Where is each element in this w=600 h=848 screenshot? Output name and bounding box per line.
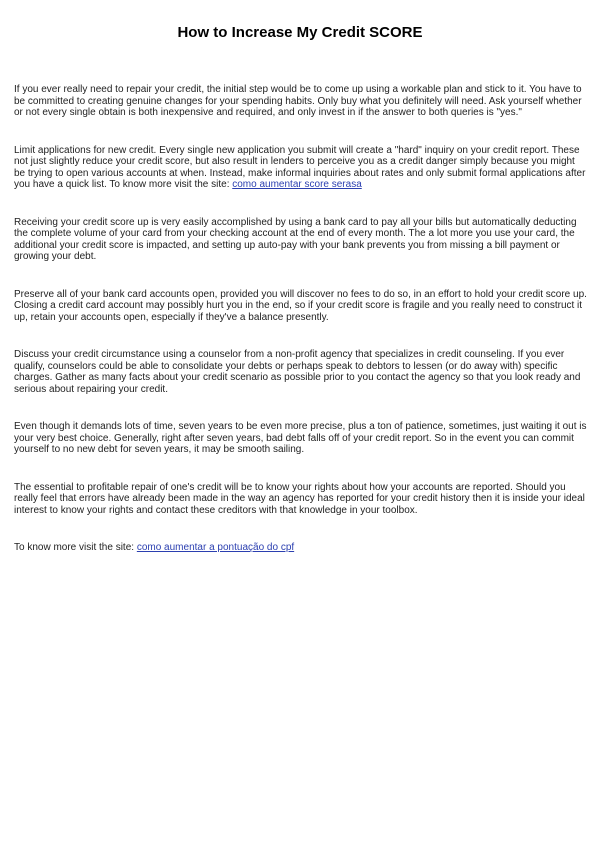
paragraph-know-rights [14,482,588,517]
paragraph-text: To know more visit the site: [14,542,137,553]
paragraph-text: Receiving your credit score up is very easily accomplished by using a bank card to pay all your bills but automatically deducting the complete volume of your card from your checking account at the end of every month. The a lot more you use your card, the additional your credit score is impacted, and setting up auto-pay with your bank prevents you from missing a bill payment or growing your debt. [14,216,577,262]
paragraph-seven-years [14,421,588,456]
document-title: How to Increase My Credit SCORE [177,24,423,41]
paragraph-text: The essential to profitable repair of one's credit will be to know your rights about how your accounts are reported. Should you really feel that errors have already been made in the way an agency has reported for your credit history then it is inside your ideal interest to know your rights and contact these creditors with that knowledge in your toolbox. [14,481,585,516]
paragraph-visit-site [14,542,588,554]
paragraph-keep-accounts-open [14,289,588,324]
paragraph-credit-counselor [14,349,588,395]
paragraph-text: Limit applications for new credit. Every single new application you submit will create a "hard" inquiry on your credit report. These not just slightly reduce your credit score, but also result in lenders to perceive you as a credit danger simply because you might be trying to open various accounts at when. Instead, make informal inquiries about rates and only submit formal applications after you have a quick list. To know more visit the site: [14,144,586,190]
paragraph-text: Even though it demands lots of time, seven years to be even more precise, plus a ton of patience, sometimes, just waiting it out is your very best choice. Generally, right after seven years, bad debt falls off of your credit report. So in the event you can commit yourself to no new debt for seven years, it may be smooth sailing. [14,421,587,455]
paragraph-text: Discuss your credit circumstance using a counselor from a non-profit agency that specializes in credit counseling. If you ever qualify, counselors could be able to consolidate your debts or perhaps speak to debtors to lessen (or do away with) specific charges. Gather as many facts about your credit scenario as possible prior to you contact the agency so that you look ready and serious about repairing your credit. [14,349,581,395]
paragraph-text: If you ever really need to repair your credit, the initial step would be to come up using a workable plan and stick to it. You have to be committed to creating genuine changes for your spending habits. Only buy what you definitely will need. Ask yourself whether or not every single obtain is both inexpensive and required, and only invest in if the answer to both queries is "yes." [14,84,582,118]
paragraph-bank-card [14,217,588,263]
paragraph-limit-applications [14,145,588,191]
paragraph-repair-plan [14,84,588,119]
link-como-aumentar-pontuacao-cpf[interactable]: como aumentar a pontuação do cpf [136,542,295,553]
link-como-aumentar-score-serasa[interactable]: como aumentar score serasa [232,179,362,190]
paragraph-text: Preserve all of your bank card accounts open, provided you will discover no fees to do so, in an effort to hold your credit score up. Closing a credit card account may possibly hurt you in the end, so if your credit score is fragile and you really need to construct it up, retain your accounts open, especially if they've a balance presently. [14,288,587,323]
document-body [14,84,588,580]
